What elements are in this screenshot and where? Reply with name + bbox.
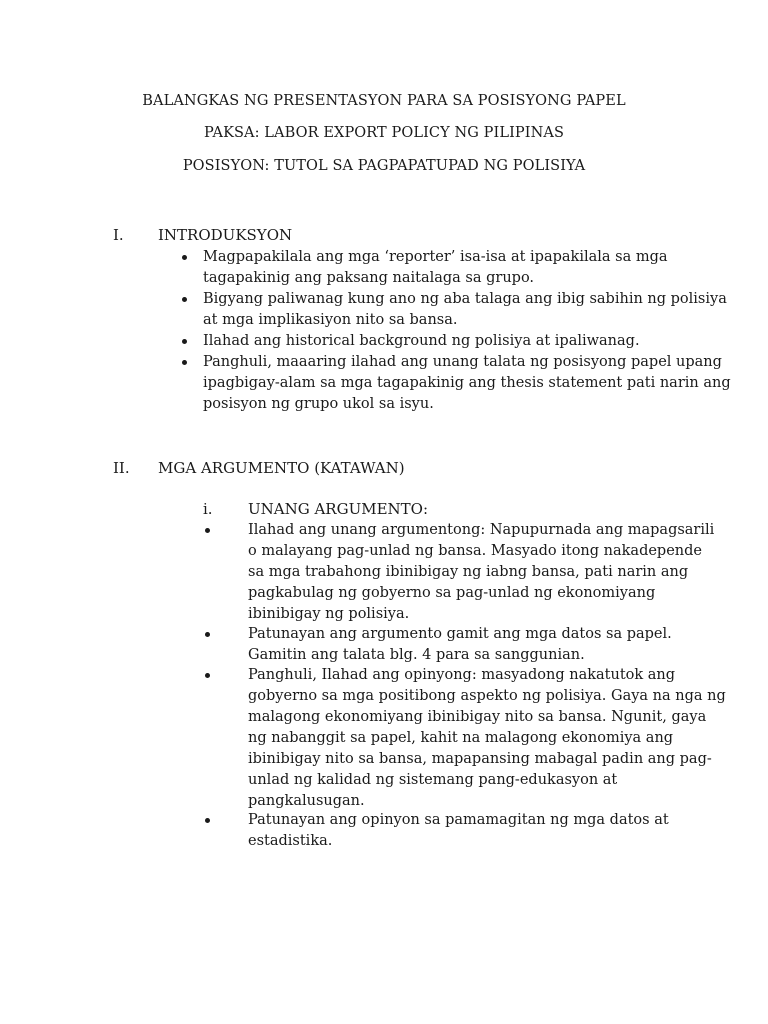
list-item-text: malagong ekonomiyang ibinibigay nito sa bansa. Ngunit, gaya [248, 709, 707, 725]
list-item-text: pagkabulag ng gobyerno sa pag-unlad ng ekonomiyang [248, 585, 656, 601]
section-numeral: II. [113, 459, 130, 477]
section-heading: INTRODUKSYON [158, 226, 293, 244]
list-item-text: Patunayan ang opinyon sa pamamagitan ng mga datos at [248, 812, 669, 828]
list-item-text: Ilahad ang historical background ng polisiya at ipaliwanag. [203, 333, 640, 349]
bullet-icon [182, 255, 187, 260]
list-item-text: ng nabanggit sa papel, kahit na malagong ekonomiya ang [248, 730, 674, 746]
list-item-text: sa mga trabahong ibinibigay ng iabng bansa, pati narin ang [248, 564, 689, 580]
list-item [248, 520, 714, 625]
list-item-text: at mga implikasiyon nito sa bansa. [203, 312, 458, 328]
topic-line: PAKSA: LABOR EXPORT POLICY NG PILIPINAS [203, 125, 565, 141]
list-item [248, 665, 726, 812]
list-item-text: tagapakinig ang paksang naitalaga sa grupo. [203, 270, 535, 286]
list-item-text: Panghuli, Ilahad ang opinyong: masyadong nakatutok ang [248, 667, 676, 683]
list-item-text: o malayang pag-unlad ng bansa. Masyado itong nakadepende [248, 543, 702, 559]
list-item [203, 289, 727, 331]
list-item-text: Bigyang paliwanag kung ano ng aba talaga ang ibig sabihin ng polisiya [203, 291, 727, 307]
subsection-numeral: i. [203, 500, 213, 518]
list-item-text: unlad ng kalidad ng sistemang pang-edukasyon at [248, 772, 618, 788]
document-title: BALANGKAS NG PRESENTASYON PARA SA POSISYONG PAPEL [142, 93, 626, 109]
list-item-text: estadistika. [248, 833, 333, 849]
list-item-text: Magpapakilala ang mga ‘reporter’ isa-isa at ipapakilala sa mga [203, 249, 668, 265]
bullet-icon [205, 818, 210, 823]
bullet-icon [182, 339, 187, 344]
list-item-text: ipagbigay-alam sa mga tagapakinig ang thesis statement pati narin ang [203, 375, 731, 391]
bullet-icon [205, 673, 210, 678]
position-line: POSISYON: TUTOL SA PAGPAPATUPAD NG POLISIYA [182, 158, 586, 174]
list-item-text: gobyerno sa mga positibong aspekto ng polisiya. Gaya na nga ng [248, 688, 726, 704]
list-item [203, 247, 668, 289]
bullet-icon [182, 297, 187, 302]
list-item-text: ibinibigay ng polisiya. [248, 606, 410, 622]
list-item-text: posisyon ng grupo ukol sa isyu. [203, 396, 434, 412]
list-item [248, 810, 669, 852]
list-item-text: Gamitin ang talata blg. 4 para sa sanggunian. [248, 647, 585, 663]
list-item [203, 352, 731, 415]
list-item-text: ibinibigay nito sa bansa, mapapansing mabagal padin ang pag- [248, 751, 712, 767]
bullet-icon [205, 632, 210, 637]
bullet-icon [205, 528, 210, 533]
list-item-text: pangkalusugan. [248, 793, 365, 809]
list-item-text: Panghuli, maaaring ilahad ang unang talata ng posisyong papel upang [203, 354, 722, 370]
list-item [248, 624, 672, 666]
subsection-heading: UNANG ARGUMENTO: [248, 500, 429, 518]
bullet-icon [182, 360, 187, 365]
list-item-text: Patunayan ang argumento gamit ang mga datos sa papel. [248, 626, 672, 642]
section-numeral: I. [113, 226, 124, 244]
section-heading: MGA ARGUMENTO (KATAWAN) [158, 459, 405, 477]
list-item [203, 331, 640, 352]
list-item-text: Ilahad ang unang argumentong: Napupurnada ang mapagsarili [248, 522, 715, 538]
